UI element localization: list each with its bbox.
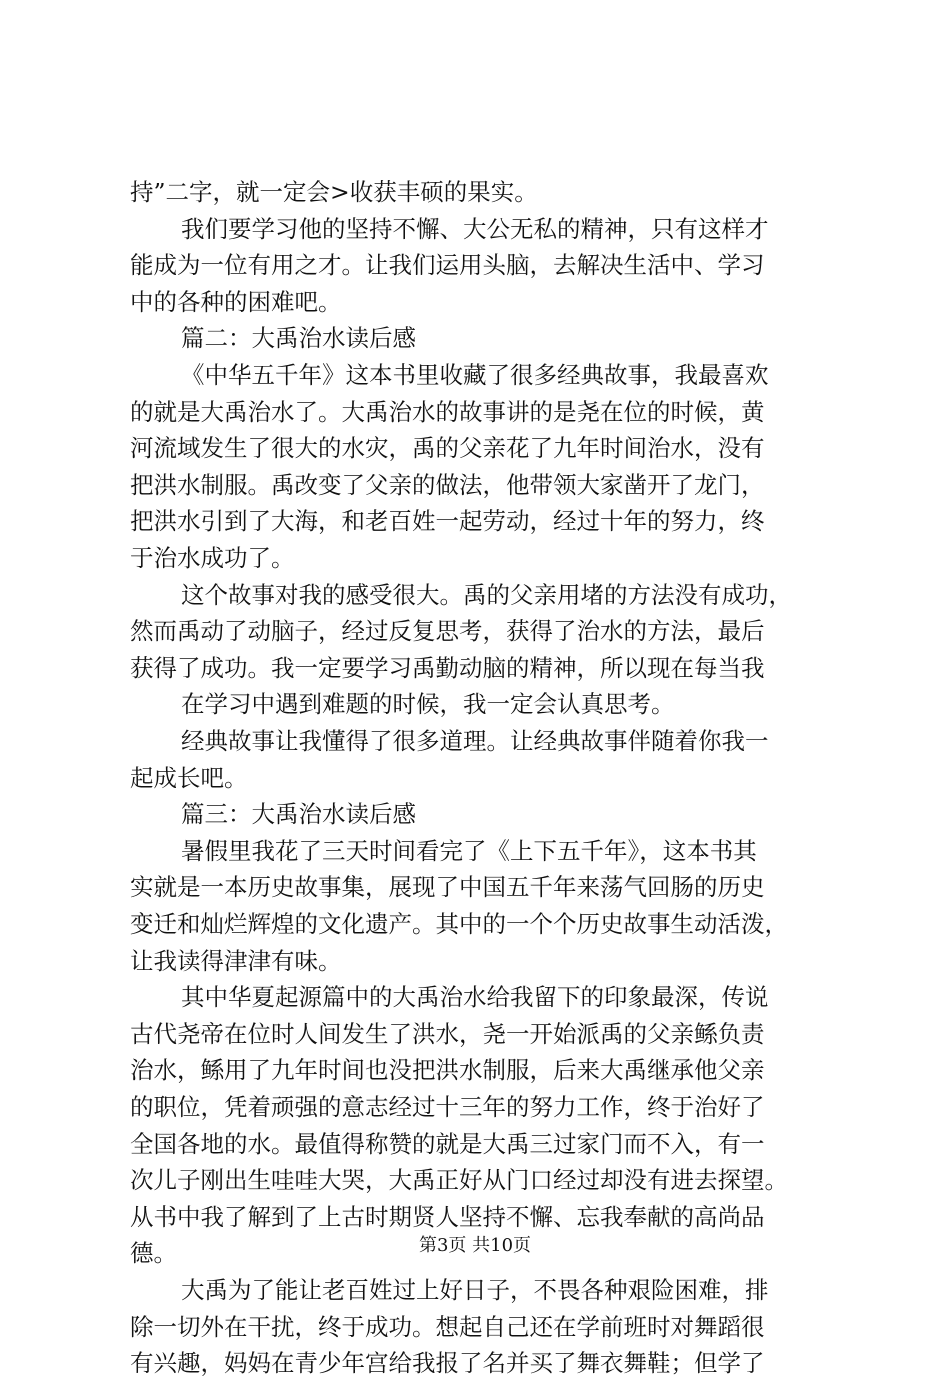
text-line: 能成为一位有用之才。让我们运用头脑，去解决生活中、学习 bbox=[130, 251, 765, 280]
text-line: 德。 bbox=[130, 1239, 177, 1268]
text-line: 《中华五千年》这本书里收藏了很多经典故事，我最喜欢 bbox=[181, 361, 769, 389]
text-line: 然而禹动了动脑子，经过反复思考，获得了治水的方法，最后 bbox=[130, 617, 765, 646]
text-line: 河流域发生了很大的水灾，禹的父亲花了九年时间治水，没有 bbox=[130, 434, 765, 463]
text-line: 获得了成功。我一定要学习禹勤动脑的精神，所以现在每当我 bbox=[130, 653, 765, 682]
text-line: 实就是一本历史故事集，展现了中国五千年来荡气回肠的历史 bbox=[130, 873, 765, 902]
text-line: 其中华夏起源篇中的大禹治水给我留下的印象最深，传说 bbox=[181, 983, 769, 1012]
text-line: 治水，鲧用了九年时间也没把洪水制服，后来大禹继承他父亲 bbox=[130, 1056, 765, 1085]
text-line: 的职位，凭着顽强的意志经过十三年的努力工作，终于治好了 bbox=[130, 1093, 765, 1121]
text-line: 从书中我了解到了上古时期贤人坚持不懈、忘我奉献的高尚品 bbox=[130, 1202, 765, 1231]
text-line: 除一切外在干扰，终于成功。想起自己还在学前班时对舞蹈很 bbox=[130, 1312, 765, 1341]
text-line: 这个故事对我的感受很大。禹的父亲用堵的方法没有成功， bbox=[181, 580, 792, 609]
text-line: 让我读得津津有味。 bbox=[130, 946, 342, 975]
text-line: 次儿子刚出生哇哇大哭，大禹正好从门口经过却没有进去探望。 bbox=[130, 1166, 788, 1195]
text-line: 把洪水制服。禹改变了父亲的做法，他带领大家凿开了龙门， bbox=[130, 470, 765, 499]
text-line: 变迁和灿烂辉煌的文化遗产。其中的一个个历史故事生动活泼， bbox=[130, 910, 788, 938]
text-line: 中的各种的困难吧。 bbox=[130, 287, 342, 316]
text-line: 我们要学习他的坚持不懈、大公无私的精神，只有这样才 bbox=[181, 214, 769, 243]
text-line: 的就是大禹治水了。大禹治水的故事讲的是尧在位的时候，黄 bbox=[130, 397, 765, 426]
text-line: 在学习中遇到难题的时候，我一定会认真思考。 bbox=[181, 690, 675, 719]
text-line: 暑假里我花了三天时间看完了《上下五千年》，这本书其 bbox=[181, 836, 757, 865]
text-line: 持”二字，就一定会>收获丰硕的果实。 bbox=[130, 178, 538, 206]
text-line: 于治水成功了。 bbox=[130, 544, 295, 572]
text-line: 起成长吧。 bbox=[130, 763, 248, 792]
page-number-footer: 第3页 共10页 bbox=[418, 1235, 532, 1256]
text-line: 有兴趣，妈妈在青少年宫给我报了名并买了舞衣舞鞋；但学了 bbox=[130, 1349, 765, 1378]
section-heading: 篇三：大禹治水读后感 bbox=[181, 800, 416, 829]
text-line: 全国各地的水。最值得称赞的就是大禹三过家门而不入，有一 bbox=[130, 1129, 765, 1158]
text-line: 把洪水引到了大海，和老百姓一起劳动，经过十年的努力，终 bbox=[130, 507, 765, 536]
section-heading: 篇二：大禹治水读后感 bbox=[181, 324, 416, 353]
text-line: 经典故事让我懂得了很多道理。让经典故事伴随着你我一 bbox=[181, 727, 769, 755]
text-line: 古代尧帝在位时人间发生了洪水，尧一开始派禹的父亲鲧负责 bbox=[130, 1019, 765, 1048]
text-line: 大禹为了能让老百姓过上好日子，不畏各种艰险困难，排 bbox=[181, 1276, 769, 1304]
